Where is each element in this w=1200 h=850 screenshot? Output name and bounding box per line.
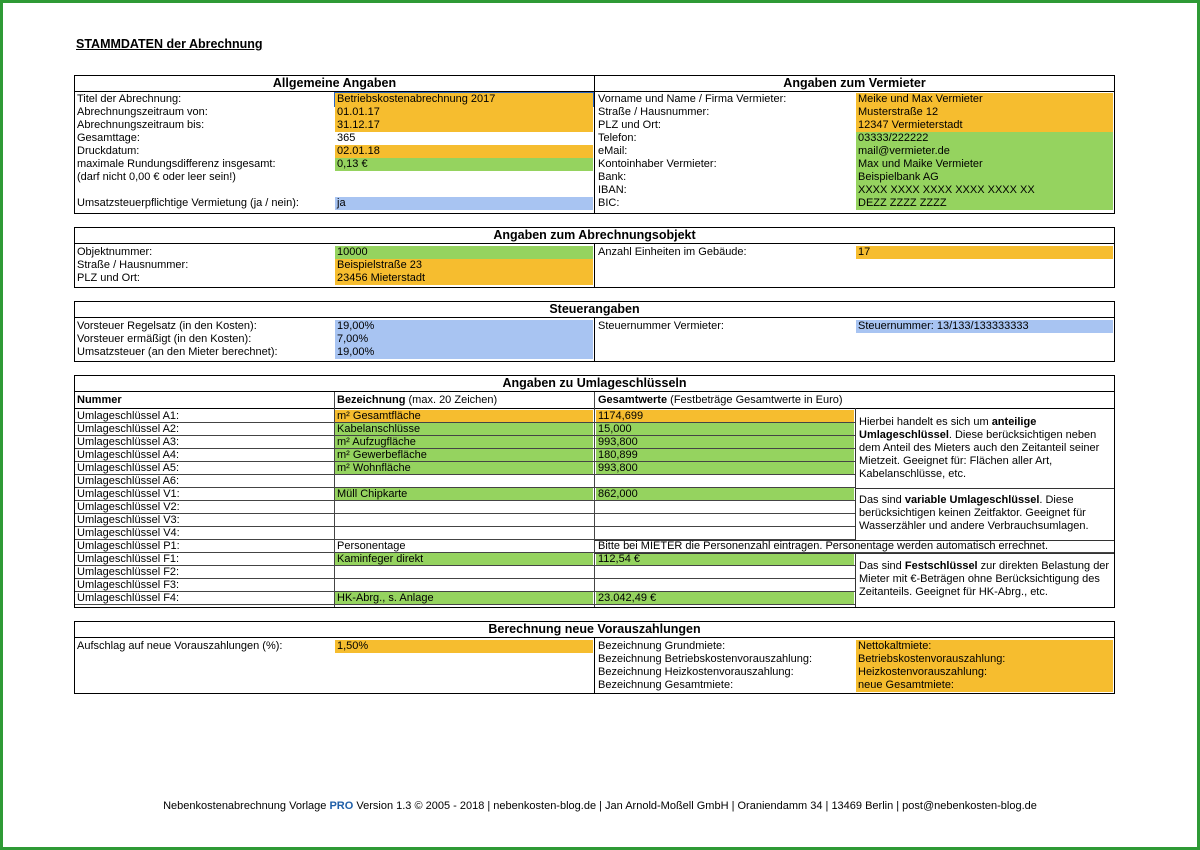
label-einheiten: Anzahl Einheiten im Gebäude: <box>598 246 747 258</box>
input-druckdatum[interactable]: 02.01.18 <box>335 145 593 158</box>
umlage-nummer: Umlageschlüssel F1: <box>77 553 180 565</box>
divider <box>855 488 1114 489</box>
input-email[interactable]: mail@vermieter.de <box>856 145 1113 158</box>
input-grundmiete[interactable]: Nettokaltmiete: <box>856 640 1113 653</box>
label-steuernummer: Steuernummer Vermieter: <box>598 320 724 332</box>
label-rundung: maximale Rundungsdifferenz insgesamt: <box>77 158 276 170</box>
input-steuernummer[interactable]: Steuernummer: 13/133/133333333 <box>856 320 1113 333</box>
umlage-gesamtwert[interactable]: 1174,699 <box>596 410 854 423</box>
column-rule <box>334 392 335 607</box>
input-bic[interactable]: DEZZ ZZZZ ZZZZ <box>856 197 1113 210</box>
input-kontoinhaber[interactable]: Max und Maike Vermieter <box>856 158 1113 171</box>
input-objekt-strasse[interactable]: Beispielstraße 23 <box>335 259 593 272</box>
label-bis: Abrechnungszeitraum bis: <box>77 119 205 131</box>
label-vermieter-plz: PLZ und Ort: <box>598 119 661 131</box>
header-allgemein: Allgemeine Angaben <box>75 76 594 92</box>
section-umlage <box>74 375 1115 608</box>
input-aufschlag[interactable]: 1,50% <box>335 640 593 653</box>
input-rundung[interactable]: 0,13 € <box>335 158 593 171</box>
umlage-gesamtwert[interactable]: 180,899 <box>596 449 854 462</box>
divider <box>594 318 595 361</box>
section-steuer <box>74 301 1115 362</box>
label-bank: Bank: <box>598 171 627 183</box>
umlage-gesamtwert[interactable]: 993,800 <box>596 436 854 449</box>
row-rule <box>75 604 855 605</box>
label-kontoinhaber: Kontoinhaber Vermieter: <box>598 158 717 170</box>
input-bank[interactable]: Beispielbank AG <box>856 171 1113 184</box>
col-bezeichnung: Bezeichnung (max. 20 Zeichen) <box>337 394 498 406</box>
label-vorsteuer-regel: Vorsteuer Regelsatz (in den Kosten): <box>77 320 257 332</box>
col-gesamtwerte: Gesamtwerte (Festbeträge Gesamtwerte in Euro) <box>598 394 843 406</box>
section-allgemein-vermieter <box>74 75 1115 214</box>
input-von[interactable]: 01.01.17 <box>335 106 593 119</box>
label-objekt-strasse: Straße / Hausnummer: <box>77 259 189 271</box>
umlage-bezeichnung[interactable]: HK-Abrg., s. Anlage <box>335 592 593 605</box>
divider <box>594 638 595 693</box>
input-titel[interactable]: Betriebskostenabrechnung 2017 <box>335 93 593 106</box>
input-objektnummer[interactable]: 10000 <box>335 246 593 259</box>
umlage-nummer: Umlageschlüssel A6: <box>77 475 180 487</box>
umlage-nummer: Umlageschlüssel F3: <box>77 579 180 591</box>
col-nummer: Nummer <box>77 394 122 406</box>
section-objekt <box>74 227 1115 288</box>
label-vorsteuer-ermaessigt: Vorsteuer ermäßigt (in den Kosten): <box>77 333 252 345</box>
input-vermieter-name[interactable]: Meike und Max Vermieter <box>856 93 1113 106</box>
hint-rundung: (darf nicht 0,00 € oder leer sein!) <box>77 171 236 183</box>
umlage-nummer: Umlageschlüssel A1: <box>77 410 180 422</box>
input-umsatzsteuer-mieter[interactable]: 19,00% <box>335 346 593 359</box>
input-vorsteuer-ermaessigt[interactable]: 7,00% <box>335 333 593 346</box>
note-festschluessel: Das sind Festschlüssel zur direkten Belastung der Mieter mit €-Beträgen ohne Berücksichtigung des Zeitanteils. Geeignet für HK-Abrg., etc. <box>859 560 1110 598</box>
umlage-gesamtwert[interactable]: 862,000 <box>596 488 854 501</box>
input-gesamtmiete[interactable]: neue Gesamtmiete: <box>856 679 1113 692</box>
umlage-nummer: Umlageschlüssel F2: <box>77 566 180 578</box>
label-titel: Titel der Abrechnung: <box>77 93 182 105</box>
umlage-nummer: Umlageschlüssel A5: <box>77 462 180 474</box>
input-umsatzsteuer[interactable]: ja <box>335 197 593 210</box>
divider <box>594 553 1114 554</box>
umlage-hinweis: Bitte bei MIETER die Personenzahl eintragen. Personentage werden automatisch errechnet. <box>598 540 1049 552</box>
umlage-nummer: Umlageschlüssel V1: <box>77 488 180 500</box>
label-iban: IBAN: <box>598 184 627 196</box>
input-vorsteuer-regel[interactable]: 19,00% <box>335 320 593 333</box>
divider <box>855 408 856 540</box>
umlage-bezeichnung[interactable]: Kabelanschlüsse <box>335 423 593 436</box>
label-bk-voraus: Bezeichnung Betriebskostenvorauszahlung: <box>598 653 813 665</box>
umlage-bezeichnung[interactable]: m² Gewerbefläche <box>335 449 593 462</box>
label-von: Abrechnungszeitraum von: <box>77 106 208 118</box>
header-vermieter: Angaben zum Vermieter <box>595 76 1114 92</box>
footer: Nebenkostenabrechnung Vorlage PRO Version 1.3 © 2005 - 2018 | nebenkosten-blog.de | Jan Arnold-Moßell GmbH | Oraniendamm 34 | 13469 Berlin | post@nebenkosten-blog.de <box>163 800 1037 812</box>
label-email: eMail: <box>598 145 628 157</box>
umlage-bezeichnung[interactable]: m² Gesamtfläche <box>335 410 593 423</box>
umlage-nummer: Umlageschlüssel P1: <box>77 540 180 552</box>
note-anteilige-schluessel: Hierbei handelt es sich um anteilige Umlageschlüssel. Diese berücksichtigen neben dem Anteil des Mieters auch den Zeitanteil seiner Mietzeit. Geeignet für: Flächen aller Art, Kabelanschlüsse, etc. <box>859 416 1100 480</box>
input-bis[interactable]: 31.12.17 <box>335 119 593 132</box>
input-objekt-plz[interactable]: 23456 Mieterstadt <box>335 272 593 285</box>
umlage-bezeichnung[interactable]: m² Wohnfläche <box>335 462 593 475</box>
umlage-nummer: Umlageschlüssel V4: <box>77 527 180 539</box>
umlage-bezeichnung[interactable]: m² Aufzugfläche <box>335 436 593 449</box>
input-bk-voraus[interactable]: Betriebskostenvorauszahlung: <box>856 653 1113 666</box>
note-variable-schluessel: Das sind variable Umlageschlüssel. Diese berücksichtigen keinen Zeitfaktor. Geeignet für Wasserzähler und andere Verbrauchsumlagen. <box>859 494 1089 532</box>
input-telefon[interactable]: 03333/222222 <box>856 132 1113 145</box>
label-vermieter-strasse: Straße / Hausnummer: <box>598 106 710 118</box>
header-umlage: Angaben zu Umlageschlüsseln <box>75 376 1114 392</box>
label-gesamtmiete: Bezeichnung Gesamtmiete: <box>598 679 734 691</box>
label-objekt-plz: PLZ und Ort: <box>77 272 140 284</box>
label-telefon: Telefon: <box>598 132 637 144</box>
label-umsatzsteuer-mieter: Umsatzsteuer (an den Mieter berechnet): <box>77 346 278 358</box>
divider <box>594 76 595 213</box>
input-einheiten[interactable]: 17 <box>856 246 1113 259</box>
header-objekt: Angaben zum Abrechnungsobjekt <box>75 228 1114 244</box>
umlage-gesamtwert[interactable]: 993,800 <box>596 462 854 475</box>
umlage-nummer: Umlageschlüssel A4: <box>77 449 180 461</box>
umlage-gesamtwert[interactable]: 23.042,49 € <box>596 592 854 605</box>
label-objektnummer: Objektnummer: <box>77 246 153 258</box>
umlage-bezeichnung[interactable]: Müll Chipkarte <box>335 488 593 501</box>
header-voraus: Berechnung neue Vorauszahlungen <box>75 622 1114 638</box>
input-hk-voraus[interactable]: Heizkostenvorauszahlung: <box>856 666 1113 679</box>
divider <box>594 244 595 287</box>
input-iban[interactable]: XXXX XXXX XXXX XXXX XXXX XX <box>856 184 1113 197</box>
label-grundmiete: Bezeichnung Grundmiete: <box>598 640 726 652</box>
label-gesamttage: Gesamttage: <box>77 132 140 144</box>
header-steuer: Steuerangaben <box>75 302 1114 318</box>
divider <box>594 540 1114 541</box>
umlage-nummer: Umlageschlüssel V2: <box>77 501 180 513</box>
divider <box>855 553 856 607</box>
umlage-bezeichnung: Personentage <box>337 540 406 552</box>
label-hk-voraus: Bezeichnung Heizkostenvorauszahlung: <box>598 666 794 678</box>
column-rule <box>594 392 595 607</box>
umlage-bezeichnung[interactable]: Kaminfeger direkt <box>335 553 593 566</box>
input-vermieter-strasse[interactable]: Musterstraße 12 <box>856 106 1113 119</box>
section-voraus <box>74 621 1115 694</box>
value-gesamttage: 365 <box>337 132 356 144</box>
label-bic: BIC: <box>598 197 620 209</box>
umlage-nummer: Umlageschlüssel A2: <box>77 423 180 435</box>
umlage-nummer: Umlageschlüssel F4: <box>77 592 180 604</box>
umlage-nummer: Umlageschlüssel A3: <box>77 436 180 448</box>
umlage-gesamtwert[interactable]: 112,54 € <box>596 553 854 566</box>
label-aufschlag: Aufschlag auf neue Vorauszahlungen (%): <box>77 640 283 652</box>
umlage-gesamtwert[interactable]: 15,000 <box>596 423 854 436</box>
input-vermieter-plz[interactable]: 12347 Vermieterstadt <box>856 119 1113 132</box>
label-vermieter-name: Vorname und Name / Firma Vermieter: <box>598 93 787 105</box>
umlage-nummer: Umlageschlüssel V3: <box>77 514 180 526</box>
label-druckdatum: Druckdatum: <box>77 145 140 157</box>
page-title: STAMMDATEN der Abrechnung <box>76 37 263 51</box>
label-umsatzsteuer: Umsatzsteuerpflichtige Vermietung (ja / nein): <box>77 197 299 209</box>
